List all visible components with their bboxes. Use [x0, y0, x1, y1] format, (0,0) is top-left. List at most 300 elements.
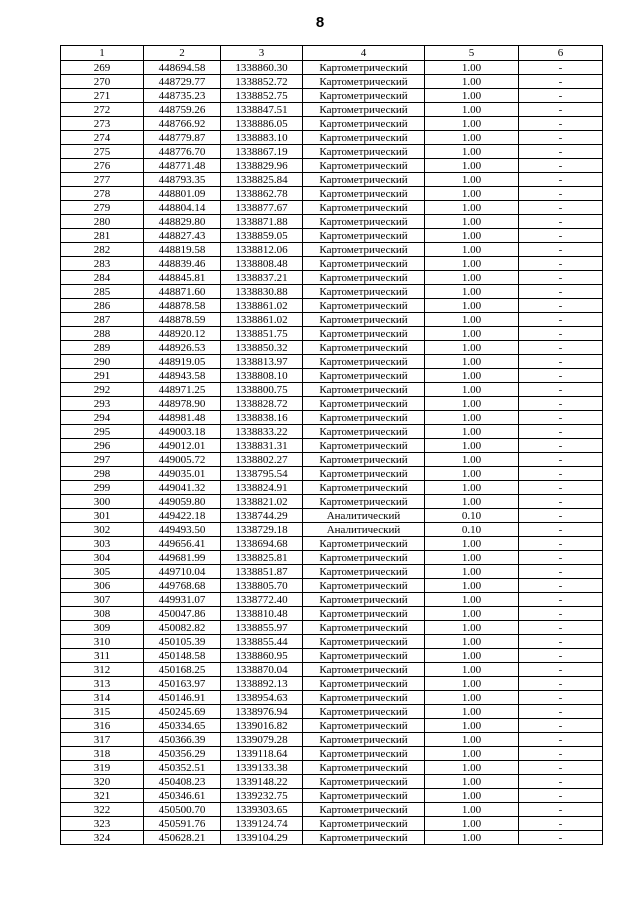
method-cell: Картометрический [303, 481, 425, 495]
accuracy-cell: 1.00 [425, 635, 519, 649]
table-row [61, 89, 603, 103]
y-coordinate-cell: 1339303.65 [221, 803, 303, 817]
table-row [61, 509, 603, 523]
table-row [61, 243, 603, 257]
note-cell: - [519, 775, 603, 789]
table-row [61, 397, 603, 411]
method-cell: Картометрический [303, 145, 425, 159]
accuracy-cell: 1.00 [425, 775, 519, 789]
accuracy-cell: 1.00 [425, 103, 519, 117]
y-coordinate-cell: 1338867.19 [221, 145, 303, 159]
y-coordinate-cell: 1338851.87 [221, 565, 303, 579]
table-row [61, 775, 603, 789]
table-row [61, 159, 603, 173]
table-row [61, 453, 603, 467]
point-number-cell: 284 [61, 271, 144, 285]
x-coordinate-cell: 448759.26 [144, 103, 221, 117]
point-number-cell: 276 [61, 159, 144, 173]
y-coordinate-cell: 1338825.84 [221, 173, 303, 187]
accuracy-cell: 1.00 [425, 131, 519, 145]
accuracy-cell: 1.00 [425, 75, 519, 89]
x-coordinate-cell: 448771.48 [144, 159, 221, 173]
accuracy-cell: 1.00 [425, 439, 519, 453]
note-cell: - [519, 551, 603, 565]
note-cell: - [519, 831, 603, 845]
table-row [61, 649, 603, 663]
table-row [61, 719, 603, 733]
table-row [61, 705, 603, 719]
table-row [61, 383, 603, 397]
y-coordinate-cell: 1338860.30 [221, 61, 303, 75]
note-cell: - [519, 817, 603, 831]
point-number-cell: 320 [61, 775, 144, 789]
accuracy-cell: 1.00 [425, 789, 519, 803]
note-cell: - [519, 369, 603, 383]
note-cell: - [519, 607, 603, 621]
accuracy-cell: 1.00 [425, 481, 519, 495]
method-cell: Картометрический [303, 271, 425, 285]
method-cell: Картометрический [303, 173, 425, 187]
note-cell: - [519, 481, 603, 495]
accuracy-cell: 1.00 [425, 551, 519, 565]
x-coordinate-cell: 448845.81 [144, 271, 221, 285]
accuracy-cell: 1.00 [425, 691, 519, 705]
point-number-cell: 275 [61, 145, 144, 159]
x-coordinate-cell: 449005.72 [144, 453, 221, 467]
x-coordinate-cell: 450628.21 [144, 831, 221, 845]
table-row [61, 523, 603, 537]
accuracy-cell: 1.00 [425, 425, 519, 439]
header-col-2: 2 [144, 46, 221, 61]
accuracy-cell: 1.00 [425, 145, 519, 159]
y-coordinate-cell: 1338861.02 [221, 299, 303, 313]
x-coordinate-cell: 448804.14 [144, 201, 221, 215]
note-cell: - [519, 733, 603, 747]
y-coordinate-cell: 1338886.05 [221, 117, 303, 131]
table-row [61, 187, 603, 201]
note-cell: - [519, 439, 603, 453]
x-coordinate-cell: 448920.12 [144, 327, 221, 341]
point-number-cell: 322 [61, 803, 144, 817]
accuracy-cell: 1.00 [425, 397, 519, 411]
point-number-cell: 316 [61, 719, 144, 733]
point-number-cell: 307 [61, 593, 144, 607]
page-number: 8 [315, 14, 325, 31]
x-coordinate-cell: 448919.05 [144, 355, 221, 369]
x-coordinate-cell: 450356.29 [144, 747, 221, 761]
point-number-cell: 271 [61, 89, 144, 103]
x-coordinate-cell: 448839.46 [144, 257, 221, 271]
note-cell: - [519, 383, 603, 397]
x-coordinate-cell: 448729.77 [144, 75, 221, 89]
point-number-cell: 294 [61, 411, 144, 425]
x-coordinate-cell: 448971.25 [144, 383, 221, 397]
point-number-cell: 302 [61, 523, 144, 537]
table-row [61, 607, 603, 621]
point-number-cell: 313 [61, 677, 144, 691]
point-number-cell: 273 [61, 117, 144, 131]
note-cell: - [519, 761, 603, 775]
accuracy-cell: 1.00 [425, 313, 519, 327]
note-cell: - [519, 215, 603, 229]
accuracy-cell: 1.00 [425, 89, 519, 103]
note-cell: - [519, 467, 603, 481]
method-cell: Картометрический [303, 411, 425, 425]
x-coordinate-cell: 449041.32 [144, 481, 221, 495]
y-coordinate-cell: 1338855.97 [221, 621, 303, 635]
accuracy-cell: 1.00 [425, 579, 519, 593]
y-coordinate-cell: 1338871.88 [221, 215, 303, 229]
method-cell: Картометрический [303, 201, 425, 215]
y-coordinate-cell: 1339232.75 [221, 789, 303, 803]
accuracy-cell: 1.00 [425, 621, 519, 635]
x-coordinate-cell: 450408.23 [144, 775, 221, 789]
accuracy-cell: 1.00 [425, 705, 519, 719]
accuracy-cell: 1.00 [425, 593, 519, 607]
note-cell: - [519, 635, 603, 649]
point-number-cell: 319 [61, 761, 144, 775]
table-row [61, 747, 603, 761]
method-cell: Картометрический [303, 439, 425, 453]
y-coordinate-cell: 1338808.10 [221, 369, 303, 383]
method-cell: Картометрический [303, 425, 425, 439]
point-number-cell: 314 [61, 691, 144, 705]
point-number-cell: 321 [61, 789, 144, 803]
y-coordinate-cell: 1338812.06 [221, 243, 303, 257]
table-header-row [61, 46, 603, 61]
method-cell: Картометрический [303, 607, 425, 621]
table-row [61, 313, 603, 327]
method-cell: Картометрический [303, 817, 425, 831]
x-coordinate-cell: 449710.04 [144, 565, 221, 579]
y-coordinate-cell: 1338851.75 [221, 327, 303, 341]
point-number-cell: 291 [61, 369, 144, 383]
header-col-5: 5 [425, 46, 519, 61]
point-number-cell: 270 [61, 75, 144, 89]
table-row [61, 131, 603, 145]
table-row [61, 61, 603, 75]
y-coordinate-cell: 1338829.96 [221, 159, 303, 173]
accuracy-cell: 1.00 [425, 467, 519, 481]
point-number-cell: 298 [61, 467, 144, 481]
accuracy-cell: 1.00 [425, 649, 519, 663]
accuracy-cell: 1.00 [425, 677, 519, 691]
note-cell: - [519, 593, 603, 607]
accuracy-cell: 1.00 [425, 299, 519, 313]
table-row [61, 299, 603, 313]
x-coordinate-cell: 448793.35 [144, 173, 221, 187]
accuracy-cell: 1.00 [425, 747, 519, 761]
method-cell: Картометрический [303, 313, 425, 327]
table-row [61, 103, 603, 117]
method-cell: Картометрический [303, 831, 425, 845]
method-cell: Картометрический [303, 285, 425, 299]
method-cell: Картометрический [303, 677, 425, 691]
y-coordinate-cell: 1338729.18 [221, 523, 303, 537]
method-cell: Картометрический [303, 565, 425, 579]
table-row [61, 565, 603, 579]
accuracy-cell: 1.00 [425, 257, 519, 271]
accuracy-cell: 1.00 [425, 719, 519, 733]
method-cell: Картометрический [303, 327, 425, 341]
table-row [61, 621, 603, 635]
table-row [61, 803, 603, 817]
accuracy-cell: 1.00 [425, 327, 519, 341]
y-coordinate-cell: 1338877.67 [221, 201, 303, 215]
x-coordinate-cell: 449493.50 [144, 523, 221, 537]
x-coordinate-cell: 450047.86 [144, 607, 221, 621]
y-coordinate-cell: 1338800.75 [221, 383, 303, 397]
header-col-4: 4 [303, 46, 425, 61]
table-row [61, 537, 603, 551]
accuracy-cell: 1.00 [425, 733, 519, 747]
x-coordinate-cell: 449768.68 [144, 579, 221, 593]
point-number-cell: 297 [61, 453, 144, 467]
method-cell: Картометрический [303, 369, 425, 383]
y-coordinate-cell: 1338810.48 [221, 607, 303, 621]
accuracy-cell: 0.10 [425, 523, 519, 537]
x-coordinate-cell: 448878.58 [144, 299, 221, 313]
note-cell: - [519, 453, 603, 467]
accuracy-cell: 1.00 [425, 495, 519, 509]
note-cell: - [519, 103, 603, 117]
header-col-6: 6 [519, 46, 603, 61]
x-coordinate-cell: 449656.41 [144, 537, 221, 551]
accuracy-cell: 1.00 [425, 369, 519, 383]
table-row [61, 425, 603, 439]
table-row [61, 691, 603, 705]
note-cell: - [519, 691, 603, 705]
method-cell: Картометрический [303, 243, 425, 257]
note-cell: - [519, 341, 603, 355]
method-cell: Картометрический [303, 131, 425, 145]
table-row [61, 831, 603, 845]
y-coordinate-cell: 1339133.38 [221, 761, 303, 775]
header-col-1: 1 [61, 46, 144, 61]
point-number-cell: 290 [61, 355, 144, 369]
method-cell: Картометрический [303, 397, 425, 411]
method-cell: Картометрический [303, 215, 425, 229]
accuracy-cell: 1.00 [425, 565, 519, 579]
table-row [61, 327, 603, 341]
x-coordinate-cell: 448766.92 [144, 117, 221, 131]
method-cell: Картометрический [303, 159, 425, 173]
note-cell: - [519, 61, 603, 75]
x-coordinate-cell: 449003.18 [144, 425, 221, 439]
table-row [61, 579, 603, 593]
method-cell: Картометрический [303, 733, 425, 747]
x-coordinate-cell: 448827.43 [144, 229, 221, 243]
accuracy-cell: 1.00 [425, 61, 519, 75]
table-row [61, 201, 603, 215]
point-number-cell: 287 [61, 313, 144, 327]
note-cell: - [519, 285, 603, 299]
accuracy-cell: 1.00 [425, 187, 519, 201]
y-coordinate-cell: 1338883.10 [221, 131, 303, 145]
y-coordinate-cell: 1338861.02 [221, 313, 303, 327]
point-number-cell: 299 [61, 481, 144, 495]
method-cell: Картометрический [303, 621, 425, 635]
point-number-cell: 283 [61, 257, 144, 271]
y-coordinate-cell: 1338852.72 [221, 75, 303, 89]
note-cell: - [519, 425, 603, 439]
x-coordinate-cell: 448819.58 [144, 243, 221, 257]
method-cell: Картометрический [303, 341, 425, 355]
point-number-cell: 274 [61, 131, 144, 145]
method-cell: Картометрический [303, 355, 425, 369]
point-number-cell: 301 [61, 509, 144, 523]
accuracy-cell: 1.00 [425, 817, 519, 831]
method-cell: Картометрический [303, 761, 425, 775]
table-row [61, 663, 603, 677]
point-number-cell: 309 [61, 621, 144, 635]
y-coordinate-cell: 1338852.75 [221, 89, 303, 103]
method-cell: Картометрический [303, 229, 425, 243]
method-cell: Картометрический [303, 299, 425, 313]
y-coordinate-cell: 1338813.97 [221, 355, 303, 369]
y-coordinate-cell: 1338860.95 [221, 649, 303, 663]
point-number-cell: 304 [61, 551, 144, 565]
note-cell: - [519, 747, 603, 761]
note-cell: - [519, 229, 603, 243]
point-number-cell: 315 [61, 705, 144, 719]
method-cell: Картометрический [303, 593, 425, 607]
accuracy-cell: 1.00 [425, 117, 519, 131]
note-cell: - [519, 159, 603, 173]
note-cell: - [519, 131, 603, 145]
point-number-cell: 286 [61, 299, 144, 313]
table-row [61, 355, 603, 369]
table-row [61, 75, 603, 89]
y-coordinate-cell: 1338824.91 [221, 481, 303, 495]
accuracy-cell: 1.00 [425, 355, 519, 369]
table-row [61, 439, 603, 453]
note-cell: - [519, 397, 603, 411]
accuracy-cell: 1.00 [425, 383, 519, 397]
table-row [61, 117, 603, 131]
y-coordinate-cell: 1338831.31 [221, 439, 303, 453]
method-cell: Аналитический [303, 509, 425, 523]
point-number-cell: 279 [61, 201, 144, 215]
x-coordinate-cell: 450105.39 [144, 635, 221, 649]
point-number-cell: 281 [61, 229, 144, 243]
note-cell: - [519, 313, 603, 327]
point-number-cell: 293 [61, 397, 144, 411]
point-number-cell: 308 [61, 607, 144, 621]
note-cell: - [519, 803, 603, 817]
y-coordinate-cell: 1339104.29 [221, 831, 303, 845]
method-cell: Картометрический [303, 579, 425, 593]
point-number-cell: 324 [61, 831, 144, 845]
table-row [61, 369, 603, 383]
x-coordinate-cell: 450168.25 [144, 663, 221, 677]
point-number-cell: 300 [61, 495, 144, 509]
accuracy-cell: 1.00 [425, 761, 519, 775]
note-cell: - [519, 89, 603, 103]
x-coordinate-cell: 448829.80 [144, 215, 221, 229]
x-coordinate-cell: 450346.61 [144, 789, 221, 803]
point-number-cell: 272 [61, 103, 144, 117]
note-cell: - [519, 621, 603, 635]
y-coordinate-cell: 1338802.27 [221, 453, 303, 467]
note-cell: - [519, 257, 603, 271]
table-row [61, 789, 603, 803]
accuracy-cell: 1.00 [425, 663, 519, 677]
x-coordinate-cell: 448926.53 [144, 341, 221, 355]
point-number-cell: 288 [61, 327, 144, 341]
x-coordinate-cell: 450148.58 [144, 649, 221, 663]
method-cell: Картометрический [303, 719, 425, 733]
method-cell: Картометрический [303, 187, 425, 201]
accuracy-cell: 1.00 [425, 537, 519, 551]
y-coordinate-cell: 1338847.51 [221, 103, 303, 117]
x-coordinate-cell: 449931.07 [144, 593, 221, 607]
note-cell: - [519, 495, 603, 509]
y-coordinate-cell: 1338805.70 [221, 579, 303, 593]
y-coordinate-cell: 1338772.40 [221, 593, 303, 607]
y-coordinate-cell: 1339118.64 [221, 747, 303, 761]
note-cell: - [519, 705, 603, 719]
accuracy-cell: 1.00 [425, 803, 519, 817]
table-row [61, 495, 603, 509]
y-coordinate-cell: 1338837.21 [221, 271, 303, 285]
point-number-cell: 289 [61, 341, 144, 355]
accuracy-cell: 1.00 [425, 285, 519, 299]
method-cell: Аналитический [303, 523, 425, 537]
x-coordinate-cell: 449422.18 [144, 509, 221, 523]
y-coordinate-cell: 1338830.88 [221, 285, 303, 299]
y-coordinate-cell: 1338821.02 [221, 495, 303, 509]
table-row [61, 285, 603, 299]
note-cell: - [519, 789, 603, 803]
x-coordinate-cell: 449035.01 [144, 467, 221, 481]
y-coordinate-cell: 1338850.32 [221, 341, 303, 355]
table-row [61, 229, 603, 243]
point-number-cell: 296 [61, 439, 144, 453]
method-cell: Картометрический [303, 537, 425, 551]
x-coordinate-cell: 449059.80 [144, 495, 221, 509]
accuracy-cell: 1.00 [425, 271, 519, 285]
y-coordinate-cell: 1338833.22 [221, 425, 303, 439]
x-coordinate-cell: 448735.23 [144, 89, 221, 103]
y-coordinate-cell: 1338855.44 [221, 635, 303, 649]
table-row [61, 145, 603, 159]
point-number-cell: 318 [61, 747, 144, 761]
table-row [61, 173, 603, 187]
note-cell: - [519, 327, 603, 341]
method-cell: Картометрический [303, 383, 425, 397]
note-cell: - [519, 201, 603, 215]
x-coordinate-cell: 450334.65 [144, 719, 221, 733]
x-coordinate-cell: 448776.70 [144, 145, 221, 159]
point-number-cell: 312 [61, 663, 144, 677]
x-coordinate-cell: 448878.59 [144, 313, 221, 327]
table-row [61, 817, 603, 831]
accuracy-cell: 1.00 [425, 173, 519, 187]
coordinates-table [60, 45, 603, 845]
point-number-cell: 311 [61, 649, 144, 663]
note-cell: - [519, 117, 603, 131]
point-number-cell: 306 [61, 579, 144, 593]
note-cell: - [519, 565, 603, 579]
method-cell: Картометрический [303, 775, 425, 789]
x-coordinate-cell: 448871.60 [144, 285, 221, 299]
x-coordinate-cell: 450163.97 [144, 677, 221, 691]
point-number-cell: 278 [61, 187, 144, 201]
y-coordinate-cell: 1338862.78 [221, 187, 303, 201]
table-row [61, 257, 603, 271]
y-coordinate-cell: 1339148.22 [221, 775, 303, 789]
